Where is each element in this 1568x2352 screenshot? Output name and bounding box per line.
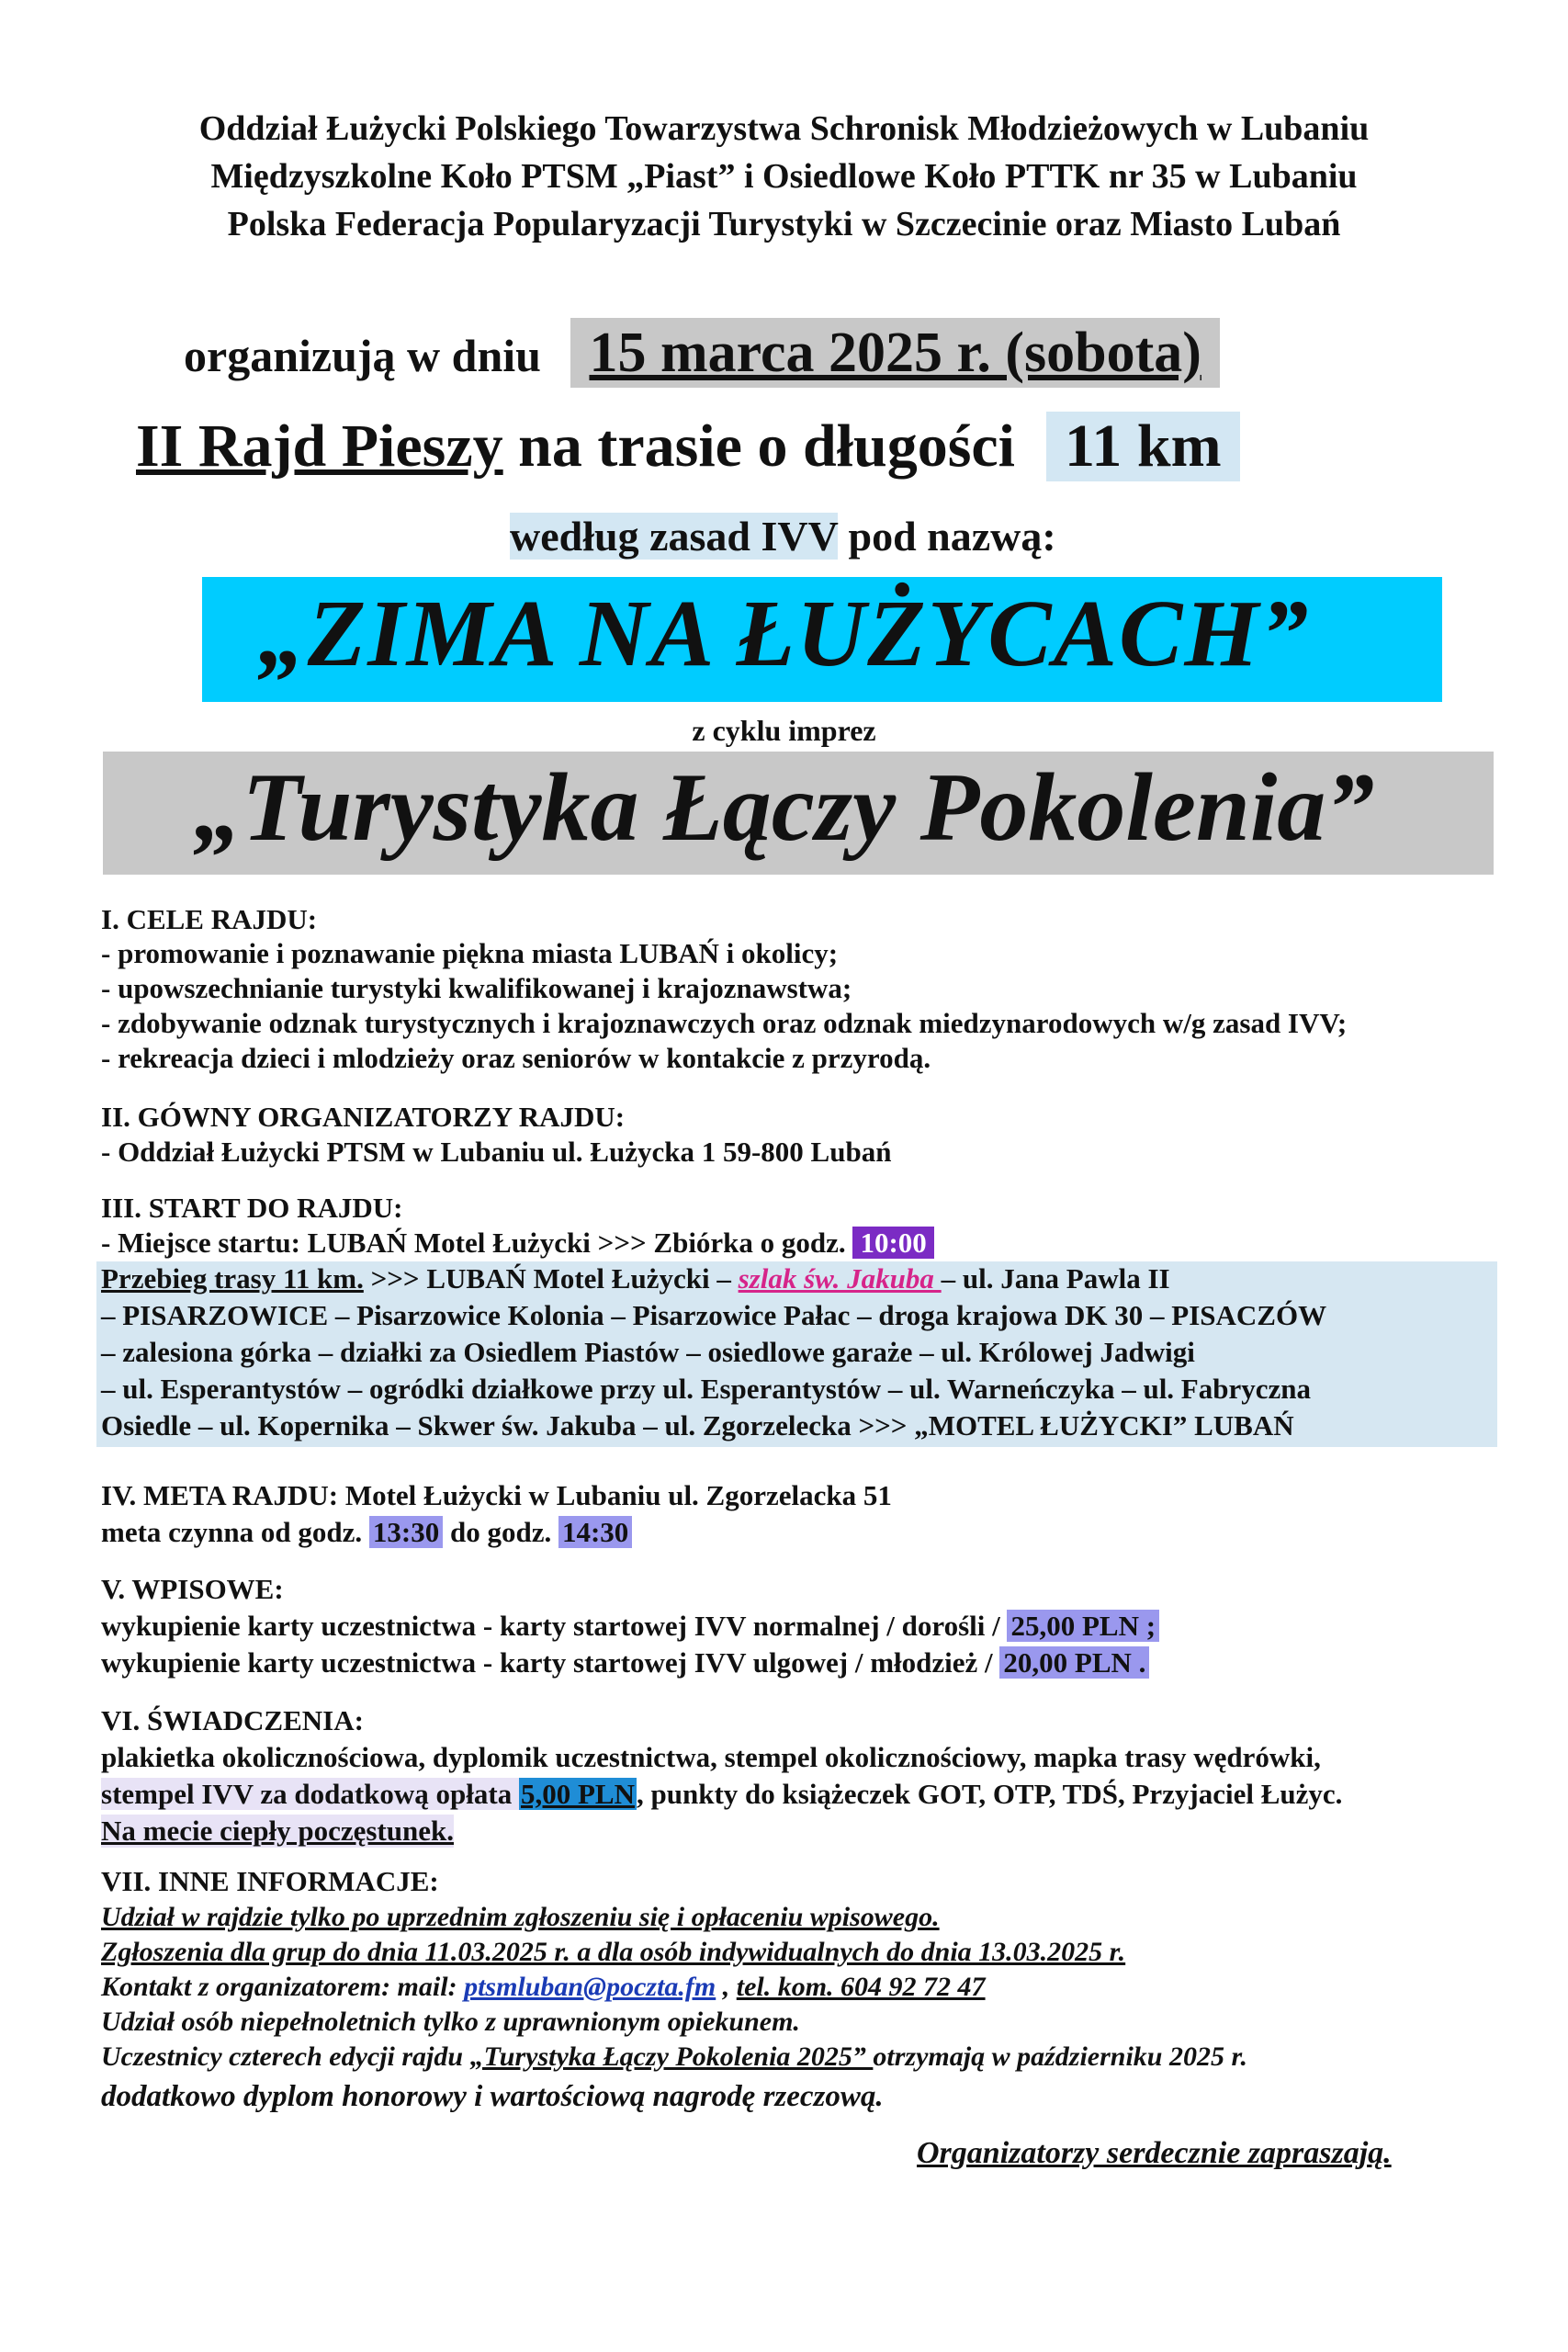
inne-contact	[101, 1972, 986, 2003]
route-line-1	[101, 1262, 1170, 1295]
section-start-heading: III. START DO RAJDU:	[101, 1192, 403, 1224]
wpisowe-reduced	[101, 1646, 1149, 1679]
route-continue: – ul. Jana Pawla II	[941, 1262, 1170, 1295]
wpisowe-normal	[101, 1610, 1159, 1643]
meta-heading: IV. META RAJDU: Motel Łużycki w Lubaniu ul. Zgorzelacka 51	[101, 1479, 892, 1511]
inne-line-5	[101, 2041, 1247, 2073]
wpisowe-heading: V. WPISOWE:	[101, 1573, 284, 1605]
event-distance: 11 km	[1046, 412, 1240, 481]
section-organizator-heading: II. GÓWNY ORGANIZATORZY RAJDU:	[101, 1101, 626, 1133]
email-link[interactable]: ptsmluban@poczta.fm	[464, 1972, 716, 2002]
date-line	[184, 318, 1220, 388]
inne-october: otrzymają w październiku 2025 r.	[873, 2041, 1247, 2072]
cycle-label: z cyklu imprez	[692, 714, 876, 747]
date-prefix: organizują w dniu	[184, 330, 541, 381]
start-place: - Miejsce startu: LUBAŃ Motel Łużycki >>> Zbiórka o godz.	[101, 1227, 846, 1259]
wpisowe-reduced-text: wykupienie karty uczestnictwa - karty startowej IVV ulgowej / młodzież /	[101, 1646, 1000, 1679]
inne-participants: Uczestnicy czterech edycji rajdu	[101, 2041, 470, 2072]
meta-open-from: 13:30	[369, 1516, 443, 1548]
swiadczenia-line-2	[101, 1778, 1342, 1811]
inne-line-1: Udział w rajdzie tylko po uprzednim zgłoszeniu się i opłaceniu wpisowego.	[101, 1902, 940, 1932]
inne-heading: VII. INNE INFORMACJE:	[101, 1865, 439, 1897]
contact-prefix: Kontakt z organizatorem: mail:	[101, 1972, 465, 2002]
organizator-line: - Oddział Łużycki PTSM w Lubaniu ul. Łużycka 1 59-800 Lubań	[101, 1136, 892, 1168]
route-label: Przebieg trasy 11 km.	[101, 1262, 364, 1295]
list-item: - promowanie i poznawanie piękna miasta LUBAŃ i okolicy;	[101, 937, 839, 969]
contact-mid: ,	[716, 1972, 737, 2002]
rules-line	[510, 512, 1056, 560]
event-middle: na trasie o długości	[502, 413, 1016, 480]
route-line: – ul. Esperantystów – ogródki działkowe przy ul. Esperantystów – ul. Warneńczyka – ul. Fabryczna	[101, 1373, 1312, 1405]
meta-open-prefix: meta czynna od godz.	[101, 1516, 363, 1548]
swiadczenia-stamp: stempel IVV za dodatkową opłata	[101, 1778, 519, 1810]
route-trail: szlak św. Jakuba	[738, 1262, 942, 1295]
wpisowe-reduced-price: 20,00 PLN .	[999, 1646, 1149, 1679]
header-line-1: Oddział Łużycki Polskiego Towarzystwa Schronisk Młodzieżowych w Lubaniu	[198, 109, 1370, 148]
title-cycle: „Turystyka Łączy Pokolenia”	[193, 753, 1375, 861]
swiadczenia-line-1: plakietka okolicznościowa, dyplomik uczestnictwa, stempel okolicznościowy, mapka trasy wędrówki,	[101, 1741, 1321, 1773]
inne-line-4: Udział osób niepełnoletnich tylko z uprawnionym opiekunem.	[101, 2007, 800, 2037]
header-line-3: Polska Federacja Popularyzacji Turystyki w Szczecinie oraz Miasto Lubań	[227, 205, 1341, 243]
start-time: 10:00	[852, 1227, 933, 1259]
event-name: II Rajd Pieszy	[136, 413, 503, 480]
meta-open-mid: do godz.	[449, 1516, 552, 1548]
list-item: - upowszechnianie turystyki kwalifikowanej i krajoznawstwa;	[101, 972, 852, 1004]
closing-invitation: Organizatorzy serdecznie zapraszają.	[917, 2136, 1392, 2170]
header-line-2: Międzyszkolne Koło PTSM „Piast” i Osiedlowe Koło PTTK nr 35 w Lubaniu	[210, 157, 1358, 196]
list-item: - zdobywanie odznak turystycznych i krajoznawczych oraz odznak miedzynarodowych w/g zasad IVV;	[101, 1007, 1348, 1039]
route-line: Osiedle – ul. Kopernika – Skwer św. Jakuba – ul. Zgorzelecka >>> „MOTEL ŁUŻYCKI” LUBAŃ	[101, 1409, 1294, 1442]
swiadczenia-heading: VI. ŚWIADCZENIA:	[101, 1704, 364, 1736]
section-cele-heading: I. CELE RAJDU:	[101, 903, 318, 935]
title-main: „ZIMA NA ŁUŻYCACH”	[257, 581, 1311, 686]
event-line	[136, 412, 1240, 481]
inne-line-6: dodatkowo dyplom honorowy i wartościową nagrodę rzeczową.	[101, 2080, 884, 2113]
wpisowe-normal-price: 25,00 PLN ;	[1007, 1610, 1159, 1642]
inne-cycle-title: „Turystyka Łączy Pokolenia 2025”	[469, 2041, 874, 2072]
swiadczenia-points: , punkty do książeczek GOT, OTP, TDŚ, Przyjaciel Łużyc.	[636, 1778, 1343, 1810]
swiadczenia-price: 5,00 PLN	[520, 1778, 635, 1810]
inne-line-2: Zgłoszenia dla grup do dnia 11.03.2025 r. a dla osób indywidualnych do dnia 13.03.2025 r.	[101, 1937, 1126, 1967]
swiadczenia-line-3: Na mecie ciepły poczęstunek.	[101, 1815, 454, 1847]
wpisowe-normal-text: wykupienie karty uczestnictwa - karty startowej IVV normalnej / dorośli /	[101, 1610, 1008, 1642]
event-date: 15 marca 2025 r. (sobota)	[570, 318, 1219, 388]
rules-suffix: pod nazwą:	[838, 513, 1056, 560]
meta-hours	[101, 1516, 632, 1549]
start-place-line	[101, 1227, 934, 1260]
route-line: – zalesiona górka – działki za Osiedlem Piastów – osiedlowe garaże – ul. Królowej Jadwigi	[101, 1336, 1195, 1368]
phone-number: tel. kom. 604 92 72 47	[736, 1972, 986, 2002]
route-line: – PISARZOWICE – Pisarzowice Kolonia – Pisarzowice Pałac – droga krajowa DK 30 – PISACZÓW	[101, 1299, 1327, 1331]
list-item: - rekreacja dzieci i mlodzieży oraz seniorów w kontakcie z przyrodą.	[101, 1042, 931, 1074]
rules-label: według zasad IVV	[510, 513, 838, 560]
route-start: >>> LUBAŃ Motel Łużycki –	[363, 1262, 739, 1295]
meta-open-to: 14:30	[558, 1516, 632, 1548]
